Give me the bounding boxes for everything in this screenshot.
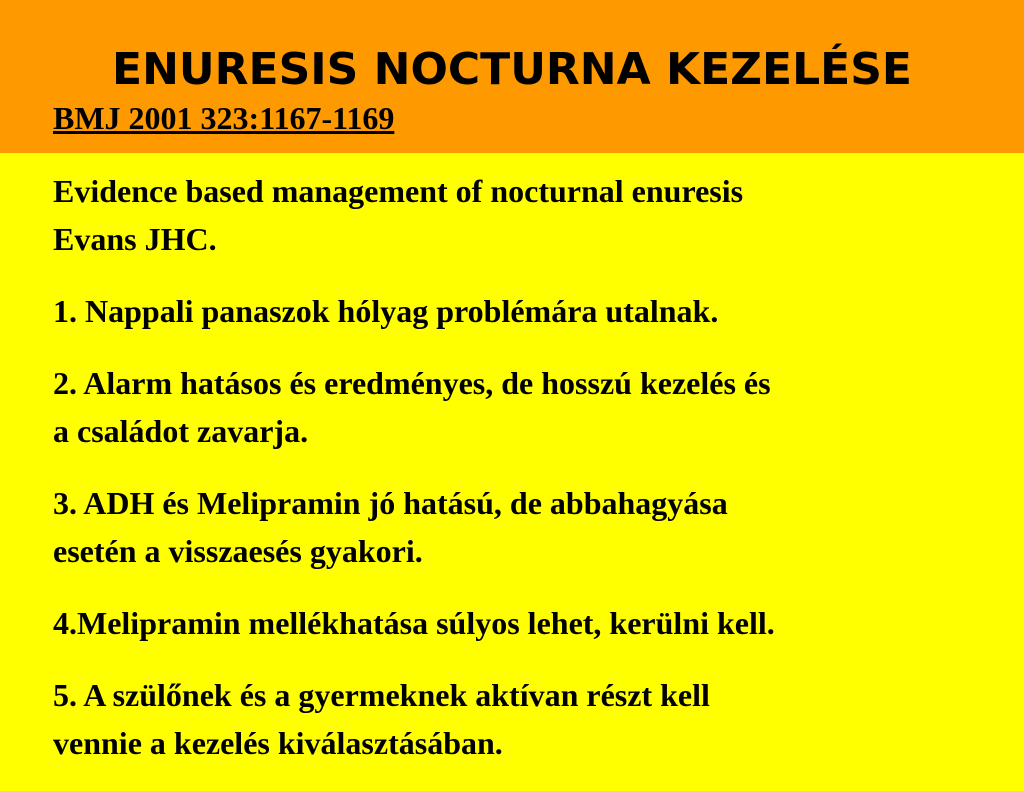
paragraph-source bbox=[53, 167, 993, 263]
text-line: 4.Melipramin mellékhatása súlyos lehet, kerülni kell. bbox=[53, 605, 775, 641]
text-line: a családot zavarja. bbox=[53, 413, 309, 449]
paragraph-point-5 bbox=[53, 671, 993, 767]
slide-title: ENURESIS NOCTURNA KEZELÉSE bbox=[112, 44, 912, 95]
slide-body bbox=[53, 167, 993, 791]
text-line: Evidence based management of nocturnal enuresis bbox=[53, 173, 744, 209]
paragraph-point-1 bbox=[53, 287, 993, 335]
text-line: 1. Nappali panaszok hólyag problémára utalnak. bbox=[53, 293, 719, 329]
text-line: 2. Alarm hatásos és eredményes, de hosszú kezelés és bbox=[53, 365, 771, 401]
text-line: 5. A szülőnek és a gyermeknek aktívan részt kell bbox=[53, 677, 710, 713]
paragraph-point-2 bbox=[53, 359, 993, 455]
reference-citation: BMJ 2001 323:1167-1169 bbox=[53, 100, 395, 136]
paragraph-point-3 bbox=[53, 479, 993, 575]
text-line: Evans JHC. bbox=[53, 221, 217, 257]
text-line: esetén a visszaesés gyakori. bbox=[53, 533, 423, 569]
text-line: vennie a kezelés kiválasztásában. bbox=[53, 725, 503, 761]
paragraph-point-4 bbox=[53, 599, 993, 647]
text-line: 3. ADH és Melipramin jó hatású, de abbahagyása bbox=[53, 485, 728, 521]
